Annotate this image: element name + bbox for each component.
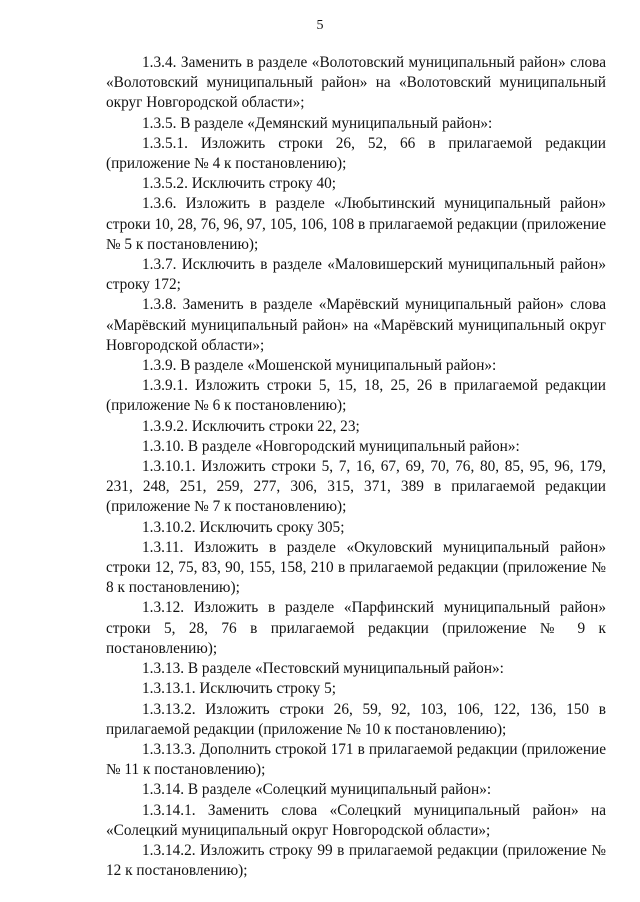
paragraph: 1.3.13.2. Изложить строки 26, 59, 92, 103, 106, 122, 136, 150 в прилагаемой редакции (приложение № 10 к постановлению); <box>106 700 606 738</box>
page-number: 5 <box>316 18 324 33</box>
paragraph: 1.3.5. В разделе «Демянский муниципальный район»: <box>142 114 493 132</box>
paragraph: 1.3.13.1. Исключить строку 5; <box>142 680 337 698</box>
document-body <box>106 53 606 881</box>
paragraph: 1.3.4. Заменить в разделе «Волотовский муниципальный район» слова «Волотовский муниципальный район» на «Волотовский муниципальный округ Новгородской области»; <box>106 54 606 112</box>
paragraph: 1.3.13. В разделе «Пестовский муниципальный район»: <box>142 660 504 678</box>
paragraph: 1.3.14.1. Заменить слова «Солецкий муниципальный район» на «Солецкий муниципальный округ Новгородской области»; <box>106 801 606 839</box>
paragraph: 1.3.10. В разделе «Новгородский муниципальный район»: <box>142 437 520 455</box>
paragraph: 1.3.5.2. Исключить строку 40; <box>142 175 337 193</box>
paragraph: 1.3.12. Изложить в разделе «Парфинский муниципальный район» строки 5, 28, 76 в прилагаемой редакции (приложение № 9 к постановлению); <box>106 599 606 657</box>
paragraph: 1.3.10.2. Исключить сроку 305; <box>142 518 345 536</box>
paragraph: 1.3.6. Изложить в разделе «Любытинский муниципальный район» строки 10, 28, 76, 96, 97, 105, 106, 108 в прилагаемой редакции (приложение № 5 к постановлению); <box>106 195 606 253</box>
paragraph: 1.3.5.1. Изложить строки 26, 52, 66 в прилагаемой редакции (приложение № 4 к постановлению); <box>106 134 606 173</box>
paragraph: 1.3.9. В разделе «Мошенской муниципальный район»: <box>142 357 497 375</box>
paragraph: 1.3.10.1. Изложить строки 5, 7, 16, 67, 69, 70, 76, 80, 85, 95, 96, 179, 231, 248, 251, 259, 277, 306, 315, 371, 389 в прилагаемой редакции (приложение № 7 к постановлению); <box>106 458 606 516</box>
paragraph: 1.3.13.3. Дополнить строкой 171 в прилагаемой редакции (приложение № 11 к постановлению); <box>106 740 606 779</box>
paragraph: 1.3.9.1. Изложить строки 5, 15, 18, 25, 26 в прилагаемой редакции (приложение № 6 к постановлению); <box>106 377 606 415</box>
paragraph: 1.3.14.2. Изложить строку 99 в прилагаемой редакции (приложение № 12 к постановлению); <box>106 841 606 880</box>
paragraph: 1.3.8. Заменить в разделе «Марёвский муниципальный район» слова «Марёвский муниципальный район» на «Марёвский муниципальный округ Новгородской области»; <box>106 296 606 354</box>
paragraph: 1.3.14. В разделе «Солецкий муниципальный район»: <box>142 781 492 799</box>
paragraph: 1.3.11. Изложить в разделе «Окуловский муниципальный район» строки 12, 75, 83, 90, 155, 158, 210 в прилагаемой редакции (приложение № 8 к постановлению); <box>106 538 606 597</box>
paragraph: 1.3.9.2. Исключить строки 22, 23; <box>142 417 360 435</box>
paragraph: 1.3.7. Исключить в разделе «Маловишерский муниципальный район» строку 172; <box>106 256 606 294</box>
